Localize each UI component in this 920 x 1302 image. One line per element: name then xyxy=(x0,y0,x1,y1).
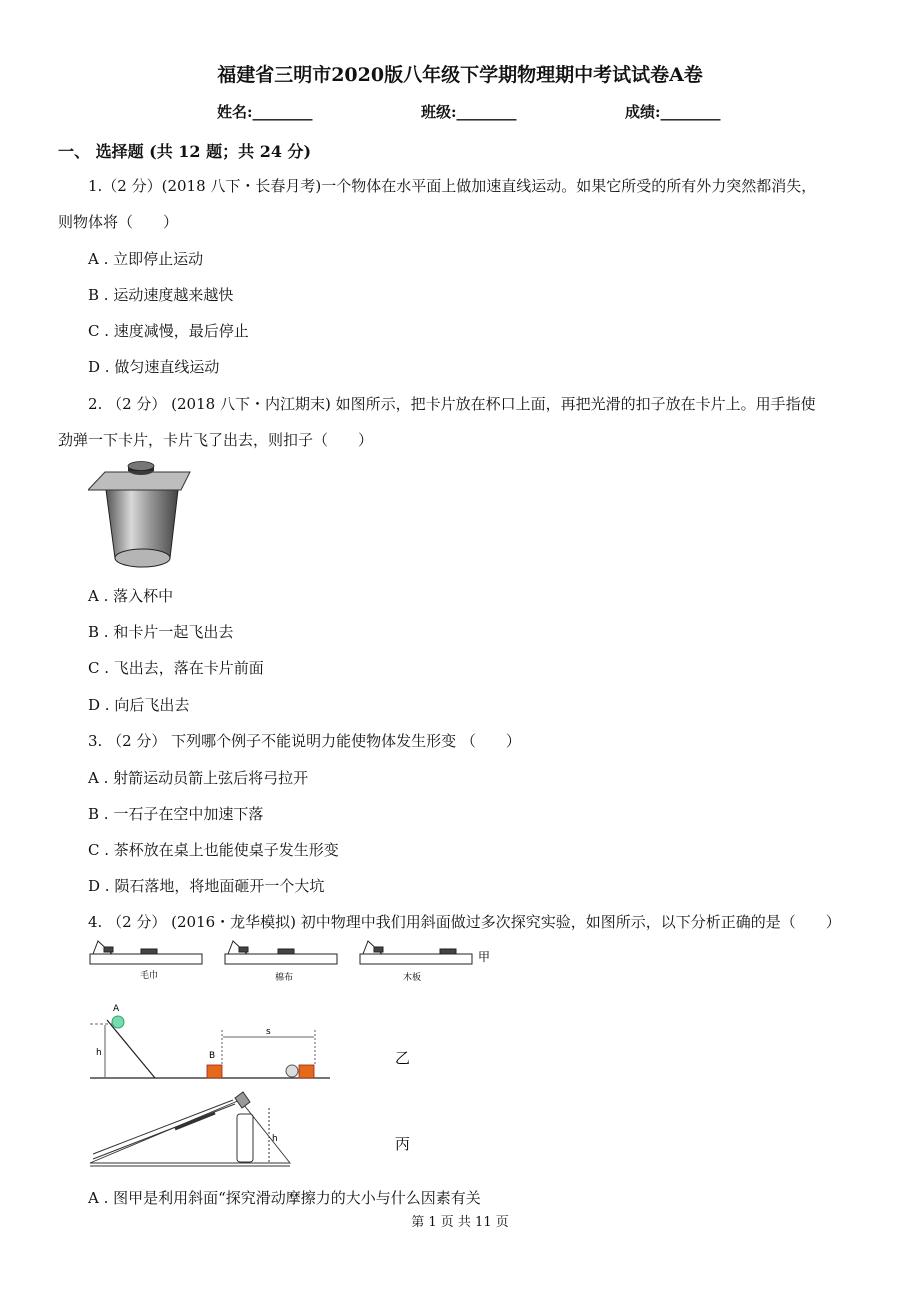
question-2-option-b: B . 和卡片一起飞出去 xyxy=(88,623,234,641)
score-field-label: 成绩:________ xyxy=(625,103,721,121)
question-4-stem: 4. （2 分） (2016・龙华模拟) 初中物理中我们用斜面做过多次探究实验，如图所示，以下分析正确的是（ ） xyxy=(88,913,841,931)
question-2-stem-cont: 劲弹一下卡片，卡片飞了出去，则扣子（ ） xyxy=(58,431,374,449)
question-4-option-a: A . 图甲是利用斜面“探究滑动摩擦力的大小与什么因素有关 xyxy=(88,1189,481,1207)
question-1-option-a: A . 立即停止运动 xyxy=(88,250,204,268)
figure-label-jia: 甲 xyxy=(478,950,491,964)
question-3-option-c: C . 茶杯放在桌上也能使桌子发生形变 xyxy=(88,841,339,859)
question-3-option-b: B . 一石子在空中加速下落 xyxy=(88,805,264,823)
surface-label-towel: 毛巾 xyxy=(140,971,159,981)
cup-card-figure xyxy=(88,460,198,572)
question-1-option-b: B . 运动速度越来越快 xyxy=(88,286,234,304)
setup-towel xyxy=(90,941,202,964)
section-heading: 一、 选择题 (共 12 题；共 24 分) xyxy=(58,142,312,161)
question-3-option-a: A . 射箭运动员箭上弦后将弓拉开 xyxy=(88,769,309,787)
question-1-option-d: D . 做匀速直线运动 xyxy=(88,358,220,376)
page-footer: 第 1 页 共 11 页 xyxy=(411,1215,509,1230)
page-title: 福建省三明市2020版八年级下学期物理期中考试试卷A卷 xyxy=(217,64,703,86)
question-2-option-a: A . 落入杯中 xyxy=(88,587,174,605)
label-distance-s: s xyxy=(266,1027,271,1037)
question-3-stem: 3. （2 分） 下列哪个例子不能说明力能使物体发生形变 （ ） xyxy=(88,732,521,750)
incline-experiments-figure xyxy=(85,938,505,1183)
setup-ball-block xyxy=(90,1016,330,1078)
setup-incline-pull xyxy=(90,1092,290,1166)
question-2-stem: 2. （2 分） (2018 八下・内江期末) 如图所示，把卡片放在杯口上面，再把光滑的扣子放在卡片上。用手指使 xyxy=(88,395,816,413)
label-height-h: h xyxy=(96,1048,102,1058)
label-block-b: B xyxy=(209,1051,216,1061)
setup-cotton xyxy=(225,941,337,964)
question-1-option-c: C . 速度减慢，最后停止 xyxy=(88,322,249,340)
label-height-h-2: h xyxy=(272,1134,278,1144)
setup-wood xyxy=(360,941,472,964)
figure-label-yi: 乙 xyxy=(395,1049,411,1067)
label-point-a: A xyxy=(113,1004,120,1014)
question-1-stem-cont: 则物体将（ ） xyxy=(58,213,179,231)
class-field-label: 班级:________ xyxy=(421,103,517,121)
surface-label-wood: 木板 xyxy=(403,973,422,983)
figure-label-bing: 丙 xyxy=(395,1135,411,1153)
question-1-stem: 1.（2 分）(2018 八下・长春月考)一个物体在水平面上做加速直线运动。如果它所受的所有外力突然都消失， xyxy=(88,177,817,195)
question-2-option-c: C . 飞出去，落在卡片前面 xyxy=(88,659,264,677)
question-3-option-d: D . 陨石落地，将地面砸开一个大坑 xyxy=(88,877,325,895)
question-2-option-d: D . 向后飞出去 xyxy=(88,696,190,714)
name-field-label: 姓名:________ xyxy=(217,103,313,121)
surface-label-cotton: 棉布 xyxy=(275,973,294,983)
